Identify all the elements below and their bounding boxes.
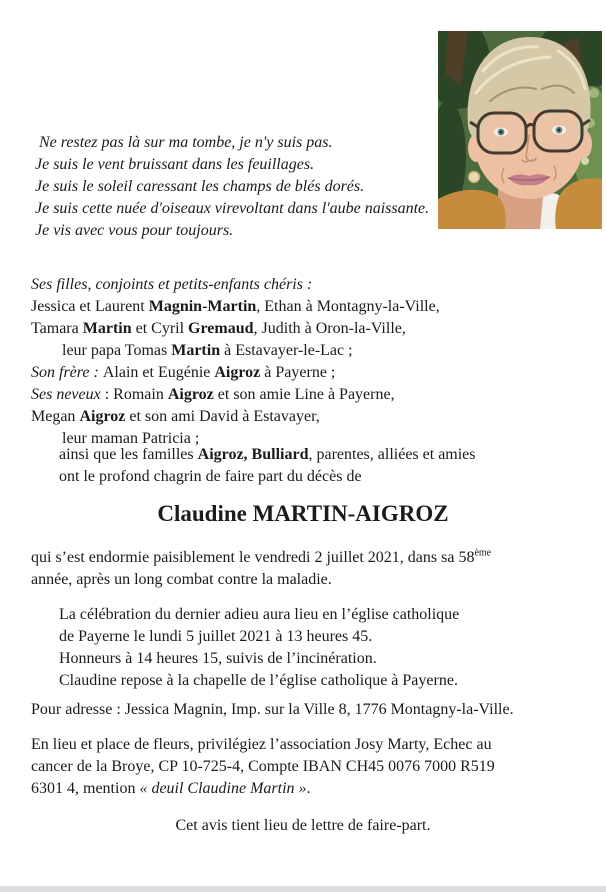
flower-dot	[581, 157, 589, 165]
text-run: Ses neveux	[31, 386, 101, 403]
text-run: Honneurs à 14 heures 15, suivis de l’incinération.	[59, 650, 377, 667]
text-line	[35, 198, 429, 220]
text-run: 6301 4, mention	[31, 780, 140, 797]
text-line	[31, 318, 440, 340]
text-line	[31, 296, 440, 318]
text-run: année, après un long combat contre la maladie.	[31, 571, 332, 588]
text-run: Jessica et Laurent	[31, 298, 149, 315]
text-run: Alain et Eugénie	[102, 364, 215, 381]
text-line	[31, 778, 495, 800]
text-line	[31, 756, 495, 778]
text-run: à Estavayer-le-Lac ;	[220, 342, 353, 359]
text-run: « deuil Claudine Martin »	[139, 780, 307, 797]
text-line	[59, 648, 459, 670]
text-line	[35, 154, 429, 176]
text-run: ont le profond chagrin de faire part du décès de	[59, 468, 362, 485]
text-line	[35, 176, 429, 198]
text-run: Je vis avec vous pour toujours.	[35, 222, 234, 239]
text-run: et son ami David à Estavayer,	[125, 408, 320, 425]
death-details	[31, 547, 491, 591]
text-run: Aigroz	[79, 408, 126, 425]
memorial-poem	[35, 132, 429, 242]
text-run: Son frère :	[31, 364, 103, 381]
text-run: Aigroz, Bulliard	[197, 446, 309, 463]
text-line	[35, 132, 429, 154]
text-line	[31, 699, 514, 721]
text-run: Aigroz	[167, 386, 214, 403]
text-run: de Payerne le lundi 5 juillet 2021 à 13 heures 45.	[59, 628, 373, 645]
window-bottom-edge	[0, 886, 606, 892]
portrait-photo-illustration	[438, 31, 602, 229]
text-run: Ne restez pas là sur ma tombe, je n'y suis pas.	[35, 134, 333, 151]
text-run: Tamara	[31, 320, 83, 337]
text-run: Je suis cette nuée d'oiseaux virevoltant dans l'aube naissante.	[35, 200, 430, 217]
left-pupil	[500, 131, 503, 134]
deceased-name: Claudine MARTIN-AIGROZ	[157, 501, 449, 526]
text-run: ainsi que les familles	[59, 446, 198, 463]
text-run: Martin	[171, 342, 221, 359]
text-line	[59, 670, 459, 692]
contact-address	[31, 699, 514, 721]
text-line	[31, 547, 491, 569]
portrait-photo	[438, 31, 602, 229]
text-run: leur maman Patricia ;	[62, 430, 200, 447]
ceremony-details	[59, 604, 459, 692]
text-run: , parentes, alliées et amies	[308, 446, 476, 463]
text-run: , Ethan à Montagny-la-Ville,	[256, 298, 440, 315]
text-run: ème	[474, 547, 492, 559]
text-line	[35, 220, 429, 242]
text-run: Martin	[82, 320, 132, 337]
text-run: cancer de la Broye, CP 10-725-4, Compte IBAN CH45 0076 7000 R519	[31, 758, 495, 775]
text-run: et son amie Line à Payerne,	[213, 386, 395, 403]
leaf-dot-2	[589, 88, 599, 98]
text-run: à Payerne ;	[260, 364, 336, 381]
footer-note: Cet avis tient lieu de lettre de faire-part.	[175, 817, 431, 834]
text-line	[59, 604, 459, 626]
text-line	[31, 384, 440, 406]
text-run: Claudine repose à la chapelle de l’église catholique à Payerne.	[59, 672, 458, 689]
text-line	[31, 274, 440, 296]
jacket-left	[438, 190, 506, 229]
text-run: Ses filles, conjoints et petits-enfants chéris :	[31, 276, 313, 293]
text-line	[59, 444, 476, 466]
text-run: Megan	[31, 408, 80, 425]
text-line	[31, 362, 440, 384]
text-run: La célébration du dernier adieu aura lieu en l’église catholique	[59, 606, 460, 623]
text-run: Gremaud	[188, 320, 254, 337]
text-run: Aigroz	[214, 364, 261, 381]
donation-info	[31, 734, 495, 800]
text-run: Magnin-Martin	[148, 298, 257, 315]
text-run: Je suis le soleil caressant les champs de blés dorés.	[35, 178, 365, 195]
text-run: Je suis le vent bruissant dans les feuillages.	[35, 156, 315, 173]
announcement-paragraph	[59, 444, 476, 488]
text-line	[59, 466, 476, 488]
text-run: , Judith à Oron-la-Ville,	[253, 320, 406, 337]
family-list	[31, 274, 440, 450]
text-run: En lieu et place de fleurs, privilégiez l’association Josy Marty, Echec au	[31, 736, 492, 753]
text-line	[31, 734, 495, 756]
text-run: leur papa Tomas	[62, 342, 172, 359]
text-run: et Cyril	[131, 320, 189, 337]
text-run: qui s’est endormie paisiblement le vendredi 2 juillet 2021, dans sa 58	[31, 549, 475, 566]
text-line	[31, 569, 491, 591]
text-line	[59, 626, 459, 648]
text-line	[31, 406, 440, 428]
text-run: .	[306, 780, 311, 797]
text-run: : Romain	[100, 386, 168, 403]
earring-icon	[469, 172, 480, 183]
text-run: Pour adresse : Jessica Magnin, Imp. sur la Ville 8, 1776 Montagny-la-Ville.	[31, 701, 514, 718]
text-line	[31, 340, 440, 362]
right-pupil	[558, 129, 561, 132]
